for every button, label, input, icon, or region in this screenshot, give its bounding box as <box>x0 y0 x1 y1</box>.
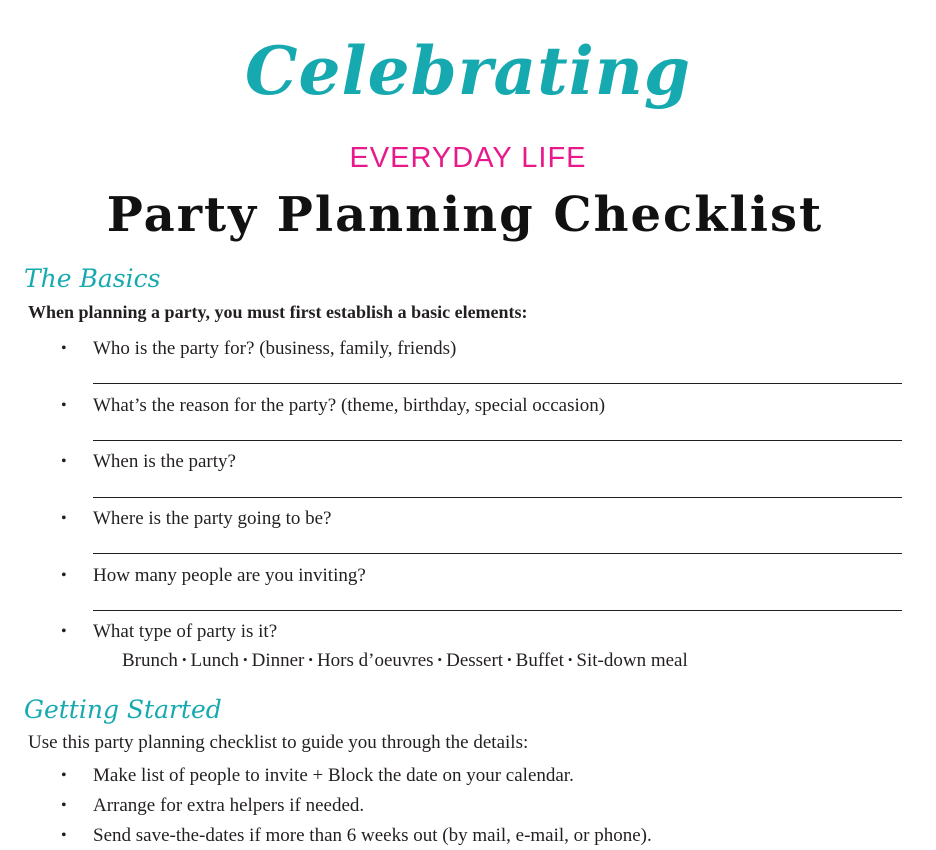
party-type: Sit-down meal <box>576 650 688 671</box>
separator-dot-icon: • <box>243 652 248 667</box>
task-text: Make list of people to invite + Block the date on your calendar. <box>93 765 574 786</box>
task-text: Send save-the-dates if more than 6 weeks out (by mail, e-mail, or phone). <box>93 825 652 846</box>
answer-line[interactable] <box>93 610 902 611</box>
separator-dot-icon: • <box>181 652 187 667</box>
question-text: What type of party is it? <box>93 621 278 642</box>
bullet-icon: • <box>61 797 67 814</box>
bullet-icon: • <box>61 767 67 784</box>
separator-dot-icon: • <box>507 652 512 667</box>
question-text: Where is the party going to be? <box>93 508 332 529</box>
task-text: Arrange for extra helpers if needed. <box>93 795 365 816</box>
bullet-icon: • <box>61 397 67 414</box>
basics-heading: The Basics <box>24 264 161 293</box>
separator-dot-icon: • <box>437 652 443 667</box>
party-type: Dinner <box>251 650 305 671</box>
party-types <box>122 649 688 672</box>
bullet-icon: • <box>61 827 67 844</box>
answer-line[interactable] <box>93 497 902 498</box>
bullet-icon: • <box>61 567 67 584</box>
getting-started-heading: Getting Started <box>24 695 222 724</box>
page-title: Party Planning Checklist <box>106 187 824 243</box>
party-type: Hors d’oeuvres <box>316 650 434 671</box>
party-type: Lunch <box>190 650 240 671</box>
basics-intro: When planning a party, you must first establish a basic elements: <box>28 302 528 322</box>
brand-script: Celebrating <box>245 32 691 110</box>
answer-line[interactable] <box>93 553 902 554</box>
separator-dot-icon: • <box>308 652 313 667</box>
separator-dot-icon: • <box>567 652 573 667</box>
bullet-icon: • <box>61 623 67 640</box>
party-type: Buffet <box>515 650 564 671</box>
brand-tagline: EVERYDAY LIFE <box>349 142 587 174</box>
question-text: When is the party? <box>93 451 236 472</box>
question-text: Who is the party for? (business, family, friends) <box>93 338 457 359</box>
question-text: What’s the reason for the party? (theme, birthday, special occasion) <box>93 395 606 416</box>
answer-line[interactable] <box>93 383 902 384</box>
party-type: Dessert <box>446 650 504 671</box>
getting-started-intro: Use this party planning checklist to guide you through the details: <box>28 732 529 753</box>
question-text: How many people are you inviting? <box>93 565 366 586</box>
bullet-icon: • <box>61 453 67 470</box>
party-type: Brunch <box>122 650 178 671</box>
bullet-icon: • <box>61 340 67 357</box>
answer-line[interactable] <box>93 440 902 441</box>
bullet-icon: • <box>61 510 67 527</box>
